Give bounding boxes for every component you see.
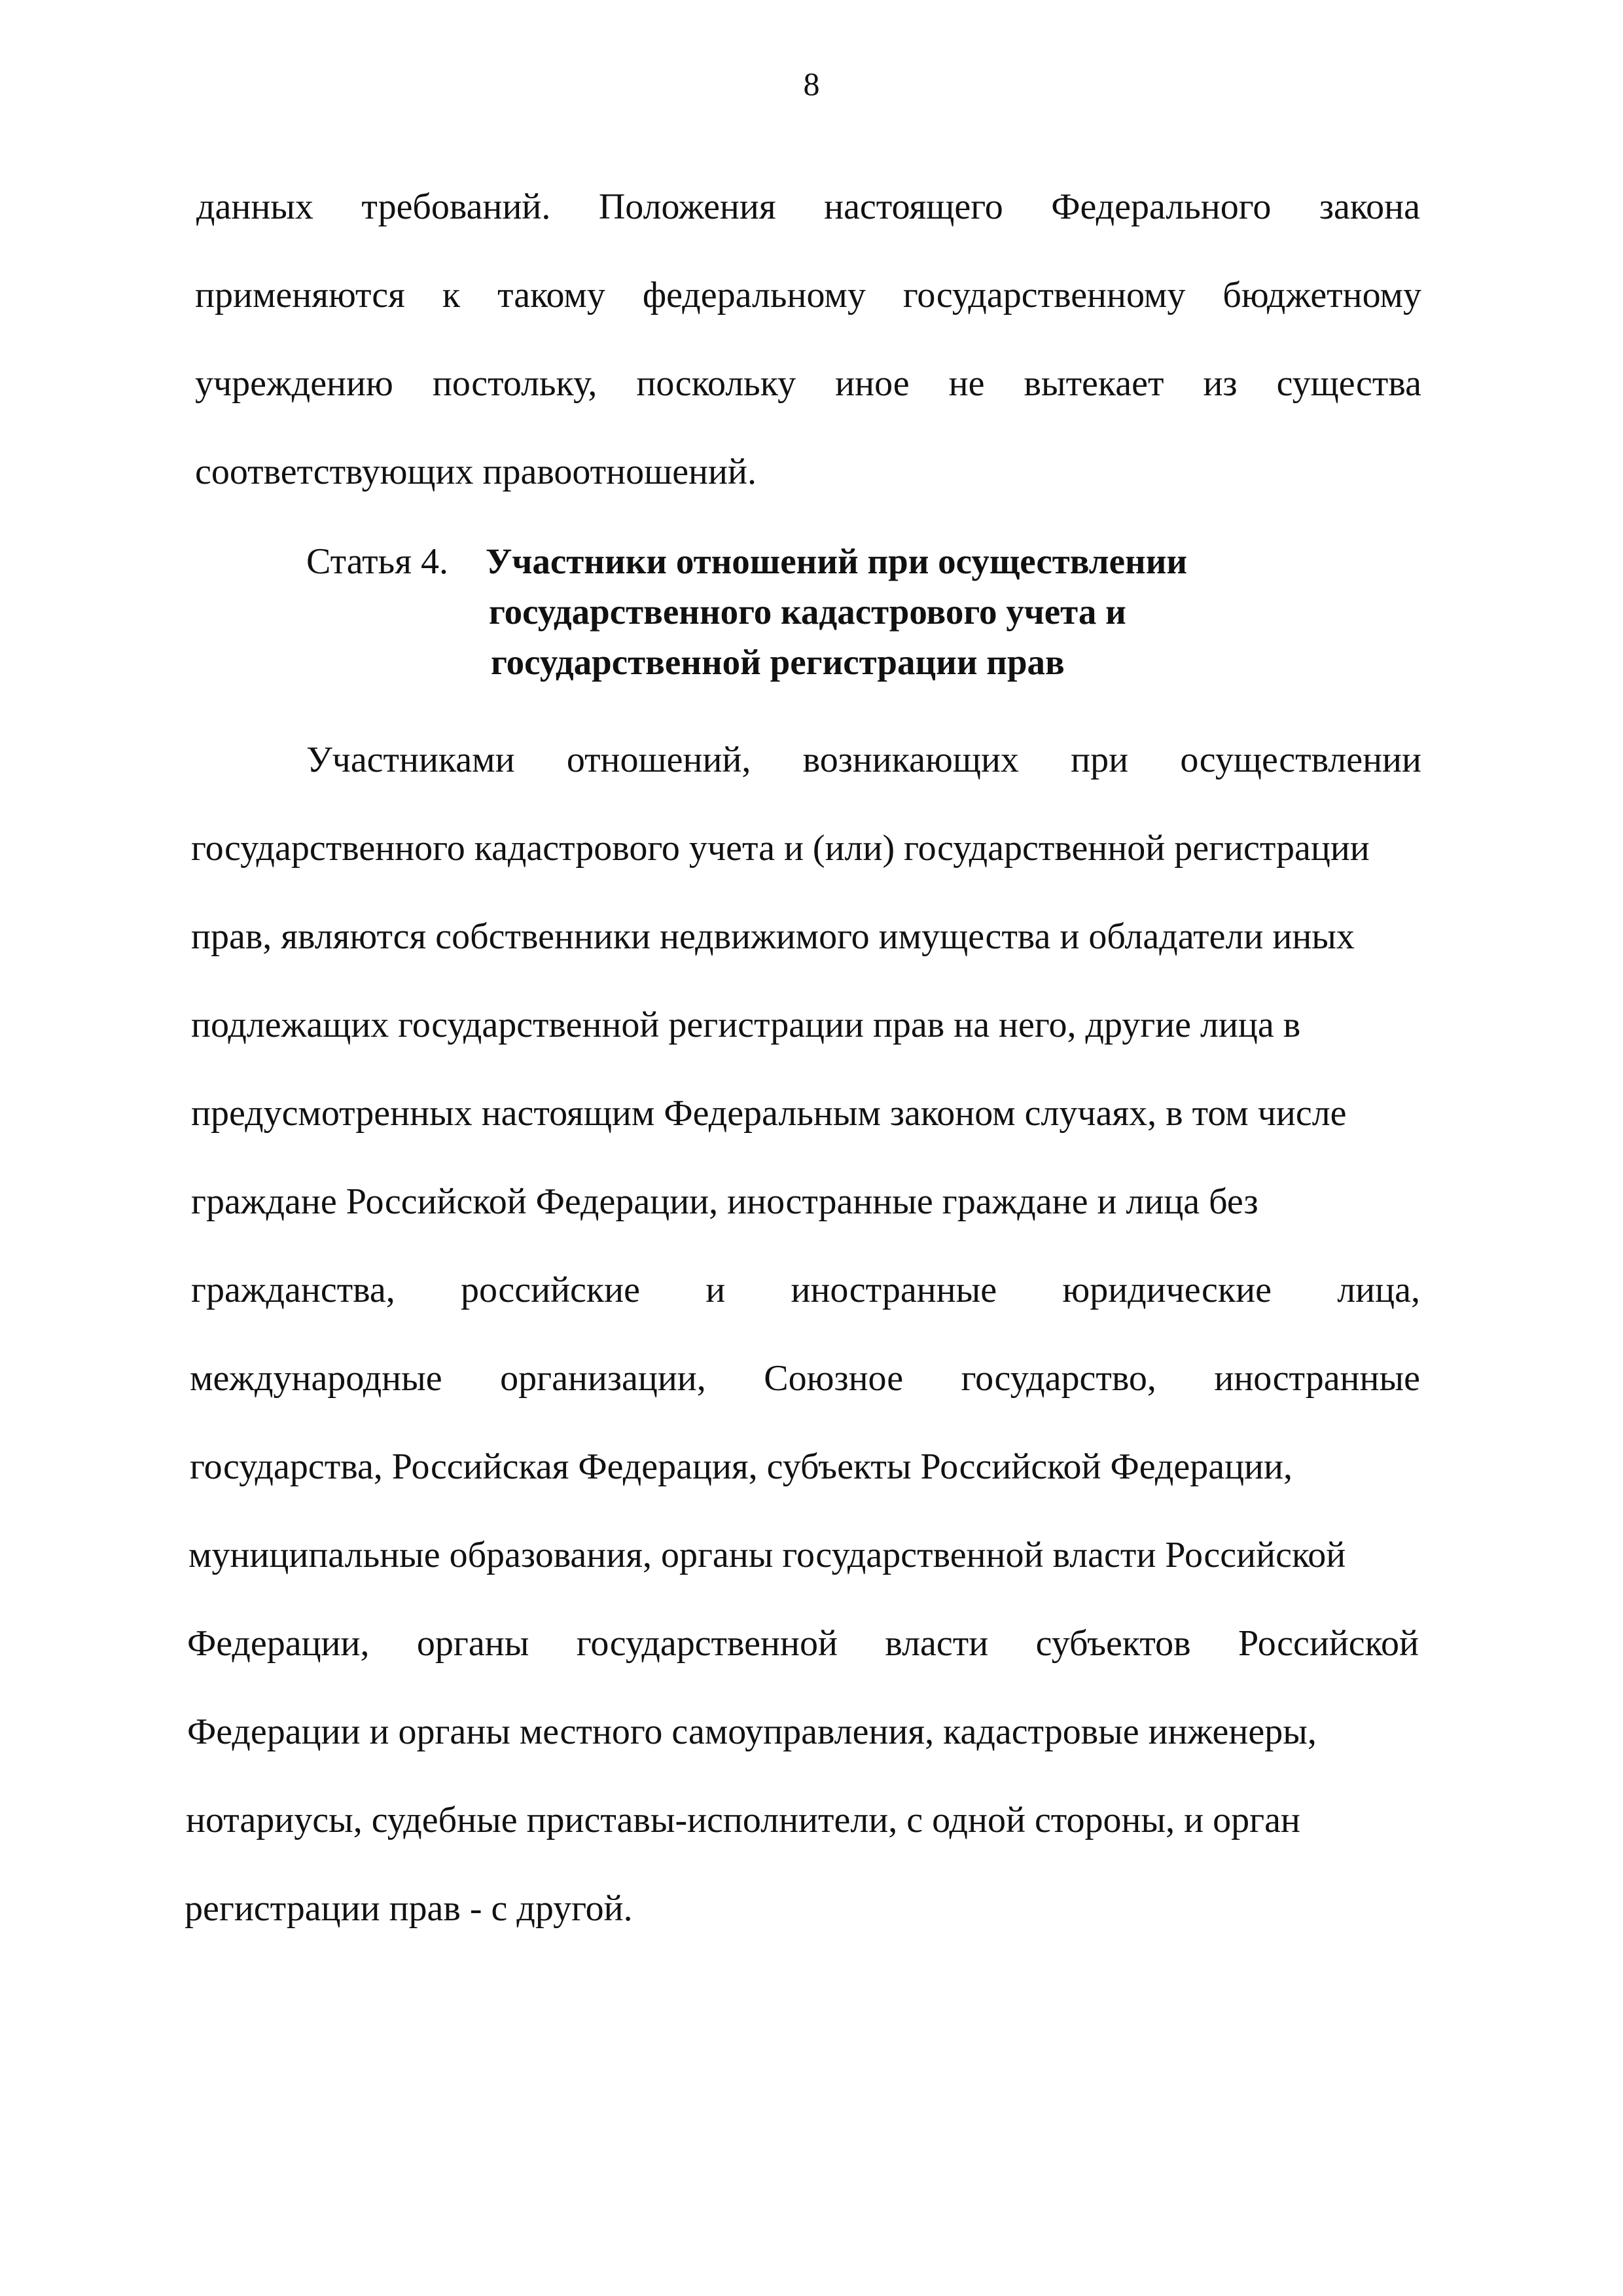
word: Федерального <box>1051 187 1272 227</box>
text-line: прав, являются собственники недвижимого имущества и обладатели иных <box>191 916 1355 957</box>
article-title-line: государственной регистрации прав <box>491 642 1065 682</box>
text-line: регистрации прав - с другой. <box>185 1888 633 1929</box>
word: лица, <box>1337 1270 1420 1310</box>
text-line: государства, Российская Федерация, субъекты Российской Федерации, <box>190 1446 1293 1487</box>
word: учреждению <box>195 363 393 404</box>
text-line: подлежащих государственной регистрации прав на него, другие лица в <box>191 1005 1301 1045</box>
word: федеральному <box>642 275 866 315</box>
word: органы <box>416 1623 529 1664</box>
word: государство, <box>961 1358 1156 1399</box>
text-line <box>195 362 1421 405</box>
word: постольку, <box>432 363 597 404</box>
text-line <box>306 738 1421 781</box>
word: и <box>705 1270 726 1310</box>
article-title-line: Участники отношений при осуществлении <box>486 541 1188 581</box>
word: Федерации, <box>187 1623 370 1664</box>
word: Союзное <box>764 1358 904 1399</box>
word: осуществлении <box>1180 740 1421 780</box>
word: организации, <box>500 1358 706 1399</box>
word: субъектов <box>1035 1623 1191 1664</box>
word: настоящего <box>824 187 1003 227</box>
word: не <box>948 363 985 404</box>
word: Участниками <box>306 740 515 780</box>
word: бюджетному <box>1222 275 1421 315</box>
article-label: Статья 4. <box>306 541 448 582</box>
text-line: предусмотренных настоящим Федеральным законом случаях, в том числе <box>191 1093 1347 1134</box>
page-number: 8 <box>803 65 820 102</box>
word: требований. <box>361 187 551 227</box>
text-line: Федерации и органы местного самоуправления, кадастровые инженеры, <box>187 1712 1317 1752</box>
word: к <box>442 275 461 315</box>
word: гражданства, <box>191 1270 395 1310</box>
text-line: граждане Российской Федерации, иностранные граждане и лица без <box>191 1181 1258 1222</box>
word: государственной <box>576 1623 838 1664</box>
text-line: нотариусы, судебные приставы-исполнители, с одной стороны, и орган <box>186 1800 1300 1840</box>
word: власти <box>885 1623 989 1664</box>
word: Российской <box>1238 1623 1419 1664</box>
word: закона <box>1319 187 1420 227</box>
text-line <box>190 1357 1420 1400</box>
word: вытекает <box>1024 363 1164 404</box>
word: российские <box>461 1270 640 1310</box>
word: поскольку <box>636 363 796 404</box>
word: Положения <box>598 187 776 227</box>
word: существа <box>1276 363 1421 404</box>
word: данных <box>196 187 313 227</box>
word: такому <box>497 275 605 315</box>
text-line <box>191 1268 1420 1312</box>
word: применяются <box>195 275 405 315</box>
text-line <box>187 1622 1419 1665</box>
text-line <box>196 185 1420 228</box>
text-line: государственного кадастрового учета и (или) государственной регистрации <box>191 828 1370 869</box>
text-line: муниципальные образования, органы государственной власти Российской <box>188 1535 1346 1575</box>
word: иностранные <box>1214 1358 1420 1399</box>
word: международные <box>190 1358 442 1399</box>
word: при <box>1071 740 1129 780</box>
word: юридические <box>1062 1270 1272 1310</box>
word: возникающих <box>802 740 1019 780</box>
article-title-line: государственного кадастрового учета и <box>489 592 1126 632</box>
text-line: соответствующих правоотношений. <box>195 452 757 492</box>
text-line <box>195 274 1421 317</box>
word: из <box>1203 363 1238 404</box>
word: отношений, <box>566 740 751 780</box>
word: иное <box>835 363 910 404</box>
word: государственному <box>902 275 1186 315</box>
word: иностранные <box>791 1270 997 1310</box>
